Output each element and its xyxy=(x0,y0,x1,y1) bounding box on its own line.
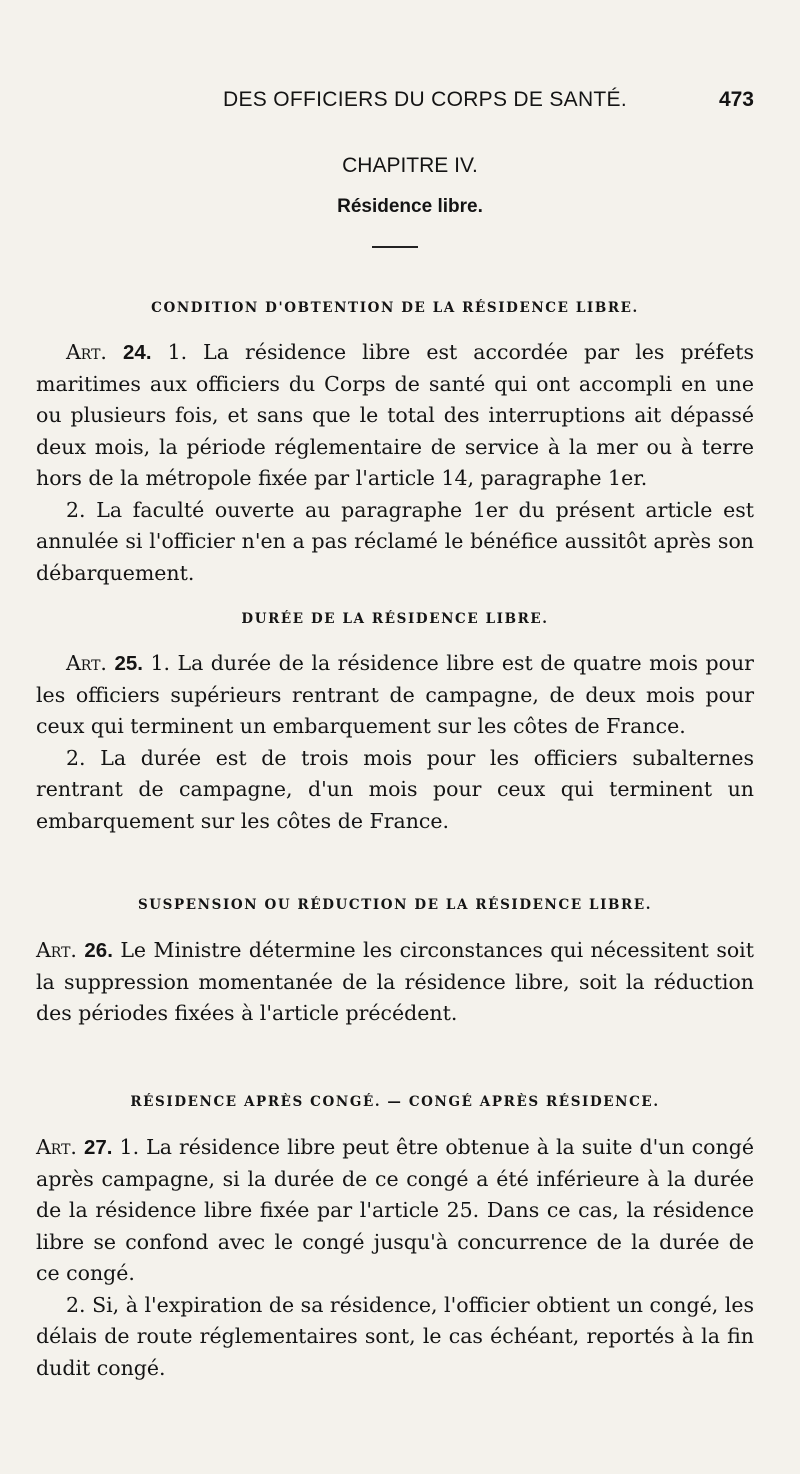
paragraph: 2. La faculté ouverte au paragraphe 1er du présent article est annulée si l'officier n'en a pas réclamé le bénéfice aussitôt après son débarquement. xyxy=(36,497,754,585)
running-head xyxy=(36,88,754,118)
paragraph: 2. Si, à l'expiration de sa résidence, l'officier obtient un congé, les délais de route réglementaires sont, le cas échéant, reportés à la fin dudit congé. xyxy=(36,1292,754,1380)
paragraph: 2. La durée est de trois mois pour les officiers subalternes rentrant de campagne, d'un mois pour ceux qui terminent un embarquement sur les côtes de France. xyxy=(36,745,754,833)
paragraph xyxy=(36,935,754,1030)
section-heading: RÉSIDENCE APRÈS CONGÉ. — CONGÉ APRÈS RÉSIDENCE. xyxy=(130,1094,660,1110)
page-number: 473 xyxy=(718,88,754,111)
article-label: Art. xyxy=(36,1135,77,1159)
separator-rule xyxy=(372,246,418,248)
article-label: Art. xyxy=(36,938,77,962)
section-heading: SUSPENSION OU RÉDUCTION DE LA RÉSIDENCE LIBRE. xyxy=(137,897,653,913)
section-art-26 xyxy=(36,897,754,1030)
chapter-title: CHAPITRE IV. xyxy=(342,154,478,177)
paragraph xyxy=(36,337,754,495)
article-label: Art. xyxy=(66,651,107,675)
article-label: Art. xyxy=(66,340,107,364)
section-art-27 xyxy=(36,1094,754,1384)
paragraph-text: 1. La résidence libre est accordée par les préfets maritimes aux officiers du Corps de santé qui ont accompli en une ou plusieurs fois, et sans que le total des interruptions ait dépassé deux mois, la période réglementaire de service à la mer ou à terre hors de la métropole fixée par l'article 14, paragraphe 1er. xyxy=(36,340,754,490)
article-number: 26. xyxy=(84,939,113,962)
paragraph xyxy=(36,648,754,743)
paragraph xyxy=(36,1132,754,1290)
chapter-subtitle: Résidence libre. xyxy=(337,196,483,217)
article-number: 25. xyxy=(114,652,143,675)
article-number: 27. xyxy=(84,1136,113,1159)
paragraph-text: 1. La durée de la résidence libre est de quatre mois pour les officiers supérieurs rentrant de campagne, de deux mois pour ceux qui terminent un embarquement sur les côtes de France. xyxy=(36,651,754,738)
section-art-24 xyxy=(36,300,754,589)
section-heading: CONDITION D'OBTENTION DE LA RÉSIDENCE LIBRE. xyxy=(151,300,639,316)
paragraph-text: 1. La résidence libre peut être obtenue à la suite d'un congé après campagne, si la durée de ce congé a été inférieure à la durée de la résidence libre fixée par l'article 25. Dans ce cas, la résidence libre se confond avec le congé jusqu'à concurrence de la durée de ce congé. xyxy=(36,1135,754,1285)
section-art-25 xyxy=(36,611,754,837)
paragraph-text: Le Ministre détermine les circonstances qui nécessitent soit la suppression momentanée de la résidence libre, soit la réduction des périodes fixées à l'article précédent. xyxy=(36,938,754,1025)
section-heading: DURÉE DE LA RÉSIDENCE LIBRE. xyxy=(241,611,549,627)
running-title: DES OFFICIERS DU CORPS DE SANTÉ. xyxy=(223,88,627,111)
article-number: 24. xyxy=(123,341,152,364)
